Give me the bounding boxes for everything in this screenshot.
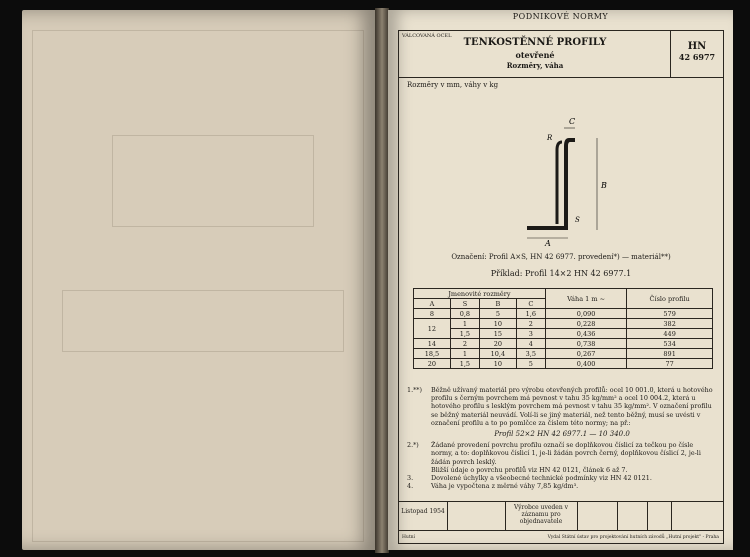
designation-line: Označení: Profil A×S, HN 42 6977. provedení*) — materiál**) <box>451 253 671 261</box>
table-row: 14 2 20 4 0,738 534 <box>414 339 713 349</box>
col-c: C <box>516 299 545 309</box>
label-r: R <box>547 134 553 142</box>
norm-code-label: HN <box>687 41 707 52</box>
right-page <box>388 10 733 550</box>
profile-diagram <box>509 106 619 246</box>
footer-left-mark: Hutní <box>402 535 415 540</box>
dimensions-table <box>413 288 713 369</box>
col-s: S <box>450 299 479 309</box>
profile-shape-inner <box>557 142 562 224</box>
norm-subtitle2: Rozměry, váha <box>506 61 564 70</box>
section-title: PODNIKOVÉ NORMY <box>512 12 609 21</box>
footer-bottom <box>399 530 723 545</box>
profile-shape <box>527 138 575 230</box>
header-row <box>399 31 723 78</box>
table-row: 18,5 1 10,4 3,5 0,267 891 <box>414 349 713 359</box>
footer-date: Listopad 1954 <box>401 508 445 515</box>
notes-section <box>407 386 717 490</box>
note-1: 1.**) Běžně užívaný materiál pro výrobu otevřených profilů: ocel 10 001.0, která u hotového profilu s černým povrchem má pevnost v tahu 35 kg/mm² a ocel 10 004.2, která u hotového profilu s lesklým povrchem má pevnost v tahu 35 kg/mm². V označení profilu se běžný materiál neuvádí. Volí-li se jiný materiál, než tento běžný, musí se uvésti v označení profilu a to po pomlčce za číslem této normy; na př.: <box>407 386 713 427</box>
label-a: A <box>545 239 551 246</box>
norm-code-number: 42 6977 <box>678 52 716 62</box>
table-row: 1,5 15 3 0,436 449 <box>414 329 713 339</box>
table-group-header: Jmenovité rozměry <box>414 289 546 299</box>
norm-subtitle: otevřené <box>515 50 555 60</box>
footer <box>399 501 723 544</box>
label-b: B <box>601 181 607 190</box>
label-s: S <box>575 216 580 224</box>
note-2: 2.*) Žádané provedení povrchu profilu označí se doplňkovou číslicí za tečkou po čísle normy, a to: doplňkovou číslicí 1, je-li žádán povrch černý, doplňkovou číslicí 2, je-li žádán povrch lesklý. <box>407 441 701 466</box>
footer-date-cell <box>399 502 448 530</box>
note-example: Profil 52×2 HN 42 6977.1 — 10 340.0 <box>494 430 630 439</box>
norm-title: TENKOSTĚNNÉ PROFILY <box>463 37 607 48</box>
left-page <box>22 10 377 550</box>
norm-code <box>670 31 723 77</box>
table-row: 8 0,8 5 1,6 0,090 579 <box>414 309 713 319</box>
book-spine <box>375 8 389 553</box>
note-4: 4. Váha je vypočtena z měrné váhy 7,85 kg/dm³. <box>407 482 579 491</box>
norm-sheet <box>398 30 724 544</box>
footer-producer-cell <box>505 502 578 530</box>
table-weight-header: Váha 1 m ~ <box>545 289 626 309</box>
note-2b: Bližší údaje o povrchu profilů viz HN 42 0121, článek 6 až 7. <box>431 465 628 474</box>
footer-producer: Výrobce uveden v záznamu pro objednavatele <box>514 504 568 525</box>
label-c: C <box>569 117 576 126</box>
example-line: Příklad: Profil 14×2 HN 42 6977.1 <box>490 269 632 278</box>
col-a: A <box>414 299 451 309</box>
category-label: VÁLCOVANÁ OCEL <box>402 33 452 39</box>
col-b: B <box>479 299 516 309</box>
table-row: 20 1,5 10 5 0,400 77 <box>414 359 713 369</box>
note-3: 3. Dovolené úchylky a všeobecné technické podmínky viz HN 42 0121. <box>407 474 652 483</box>
footer-publisher: Vydal Státní ústav pro projektování hutních závodů „Hutní projekt" - Praha <box>547 535 719 540</box>
table-row: 12 1 10 2 0,228 382 <box>414 319 713 329</box>
table-number-header: Číslo profilu <box>627 289 713 309</box>
units-note: Rozměry v mm, váhy v kg <box>407 81 499 89</box>
